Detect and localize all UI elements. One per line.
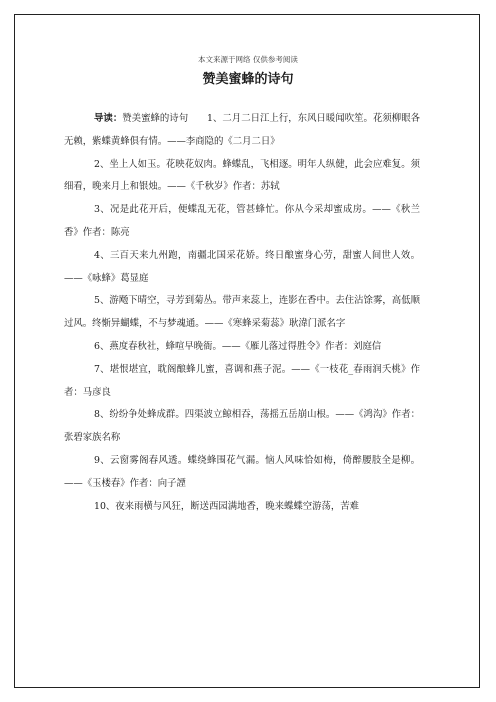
poem-item: 4、三百天来九州跑，南疆北国采花娇。终日酿蜜身心劳，甜蜜人间世人效。——《咏蜂》葛显庭 — [64, 249, 420, 284]
poem-item: 8、纷纷争处蜂成群。四渠波立鲸相吞，荡摇五岳崩山根。——《鸿沟》作者：张碧家族名称 — [64, 409, 420, 444]
poem-item: 10、夜来雨横与风狂，断送西园满地香，晚来蝶蝶空游荡，苦难 — [94, 500, 360, 512]
intro-paragraph — [64, 108, 420, 154]
poem-item: 5、游飏下晴空，寻芳到菊丛。带声来蕊上，连影在香中。去住沾馀雾，高低顺过风。终惭异蝴蝶，不与梦魂通。——《寒蜂采菊蕊》耿湋门派名字 — [64, 295, 420, 330]
article-body — [64, 108, 420, 518]
intro-label: 导读： — [94, 113, 123, 124]
poem-item: 7、堪恨堪宜，耽阁酿蜂儿蜜，喜调和燕子泥。——《一枝花_春雨润夭桃》作者：马彦良 — [64, 363, 420, 398]
page-title: 赞美蜜蜂的诗句 — [202, 72, 294, 87]
header-note: 本文来源于网络 仅供参考阅读 — [198, 55, 298, 64]
poem-item: 6、燕度春秋社，蜂喧早晚衙。——《雁儿落过得胜令》作者：刘庭信 — [94, 340, 382, 352]
poem-item: 2、坐上人如玉。花映花奴肉。蜂蝶乱，飞相逐。明年人纵健，此会应难复。须细看，晚来月上和银烛。——《千秋岁》作者：苏轼 — [64, 158, 420, 193]
poem-item: 9、云窗雾阁春风透。蝶绕蜂围花气漏。恼人风味恰如梅，倚醉腰肢全是柳。——《玉楼春》作者：向子諲 — [64, 454, 420, 489]
poem-item: 3、况是此花开后，便蝶乱无花，管甚蜂忙。你从今采却蜜成房。——《秋兰香》作者：陈亮 — [64, 204, 420, 238]
intro-text: 赞美蜜蜂的诗句 1、二月二日江上行，东风日暖闻吹笙。花须柳眼各无赖，紫蝶黄蜂俱有情。——李商隐的《二月二日》 — [64, 113, 420, 147]
